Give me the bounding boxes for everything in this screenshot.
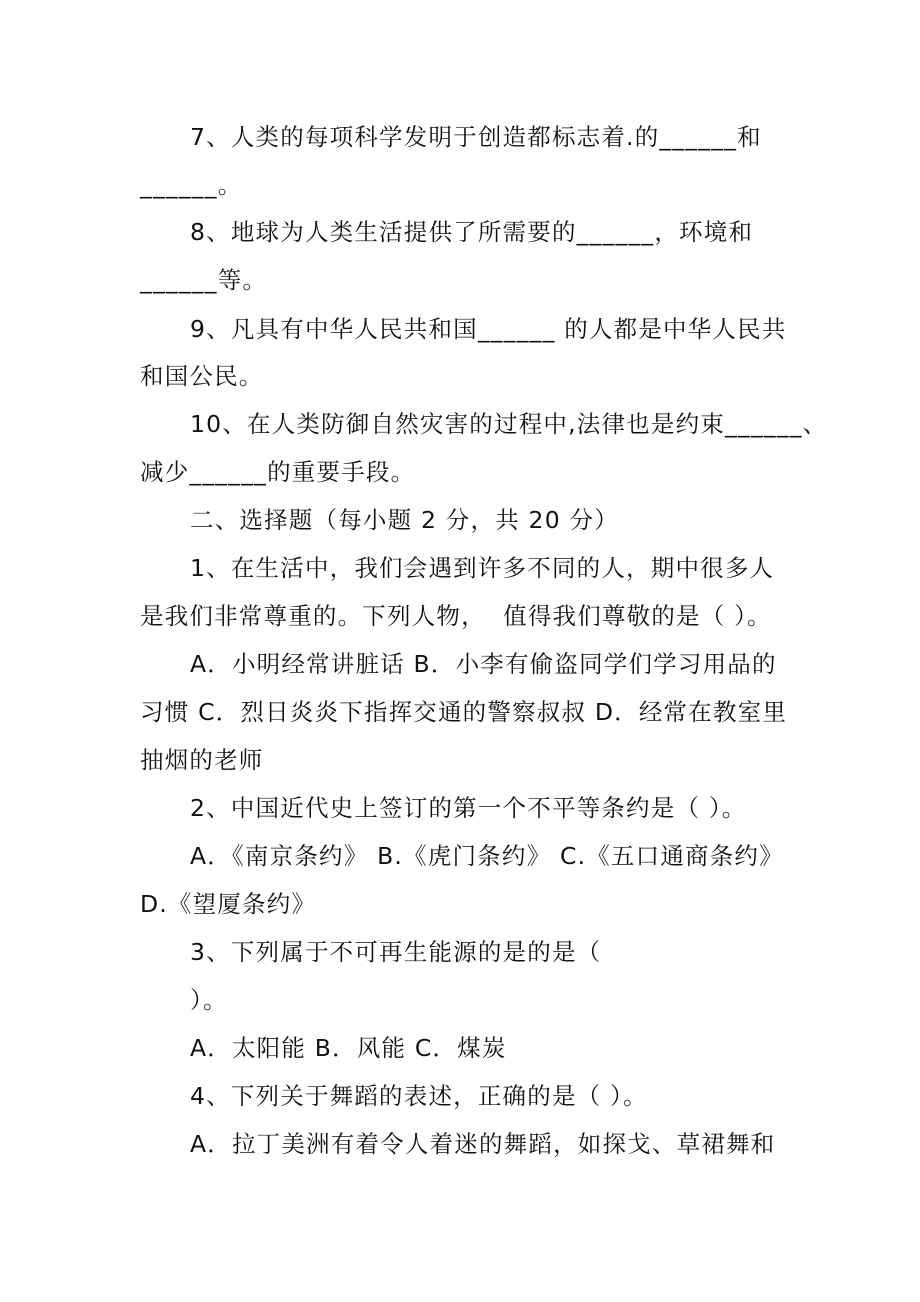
mc-q3-line-1: 3、下列属于不可再生能源的是的是（ <box>190 938 602 966</box>
mc-q1-options-line-1: A．小明经常讲脏话 B．小李有偷盗同学们学习用品的 <box>190 650 777 678</box>
q8-line-2: ______等。 <box>140 266 268 294</box>
q7-line-2: ______。 <box>140 171 243 199</box>
mc-q4-options-line-1: A．拉丁美洲有着令人着迷的舞蹈，如探戈、草裙舞和 <box>190 1130 776 1158</box>
q10-line-2: 减少______的重要手段。 <box>140 458 416 486</box>
mc-q2-options-line-1: A．《南京条约》 B.《虎门条约》 C.《五口通商条约》 <box>190 842 784 870</box>
q9-line-2: 和国公民。 <box>140 362 264 390</box>
mc-q2-options-line-2: D.《望厦条约》 <box>140 890 317 918</box>
q7-line-1: 7、人类的每项科学发明于创造都标志着.的______和 <box>190 123 762 151</box>
mc-q1-line-1: 1、在生活中，我们会遇到许多不同的人，期中很多人 <box>190 554 775 582</box>
mc-q3-line-2: ）。 <box>190 986 228 1014</box>
mc-q4-line-1: 4、下列关于舞蹈的表述，正确的是（ ）。 <box>190 1082 648 1110</box>
q9-line-1: 9、凡具有中华人民共和国______ 的人都是中华人民共 <box>190 315 787 343</box>
mc-q3-options: A．太阳能 B．风能 C．煤炭 <box>190 1034 507 1062</box>
mc-q1-line-2: 是我们非常尊重的。下列人物， 值得我们尊敬的是（ ）。 <box>140 602 772 630</box>
q10-line-1: 10、在人类防御自然灾害的过程中,法律也是约束______、 <box>190 410 828 438</box>
mc-q1-options-line-3: 抽烟的老师 <box>140 746 264 774</box>
section-heading-multiple-choice: 二、选择题（每小题 2 分，共 20 分） <box>190 506 619 534</box>
q8-line-1: 8、地球为人类生活提供了所需要的______，环境和 <box>190 218 754 246</box>
mc-q1-options-line-2: 习惯 C．烈日炎炎下指挥交通的警察叔叔 D．经常在教室里 <box>140 698 788 726</box>
mc-q2-line-1: 2、中国近代史上签订的第一个不平等条约是（ ）。 <box>190 794 747 822</box>
